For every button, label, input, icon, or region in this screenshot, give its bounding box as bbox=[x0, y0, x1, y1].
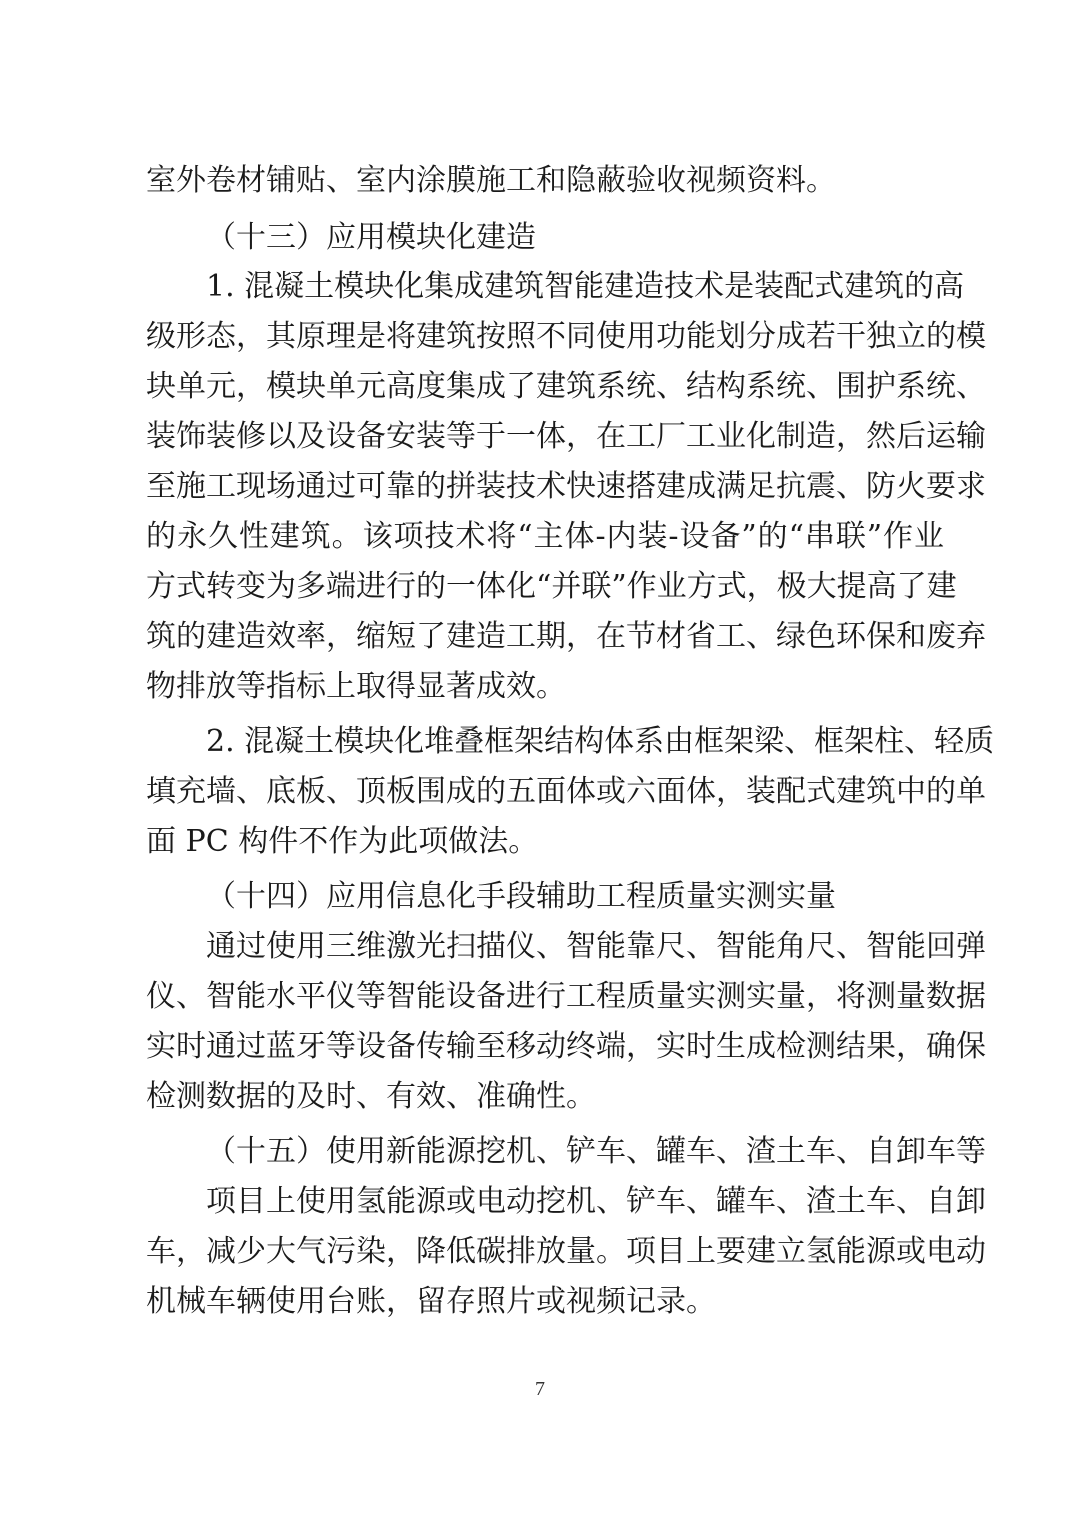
text-line: 1. 混凝土模块化集成建筑智能建造技术是装配式建筑的高 bbox=[206, 269, 965, 304]
text-line: 检测数据的及时、有效、准确性。 bbox=[146, 1079, 596, 1114]
text-line: 机械车辆使用台账，留存照片或视频记录。 bbox=[146, 1284, 716, 1319]
text-line: 填充墙、底板、顶板围成的五面体或六面体，装配式建筑中的单 bbox=[146, 774, 986, 809]
text-line: 块单元，模块单元高度集成了建筑系统、结构系统、围护系统、 bbox=[146, 369, 986, 404]
text-line: 面 PC 构件不作为此项做法。 bbox=[146, 824, 539, 859]
text-line: 项目上使用氢能源或电动挖机、铲车、罐车、渣土车、自卸 bbox=[206, 1184, 986, 1219]
text-line: 装饰装修以及设备安装等于一体，在工厂工业化制造，然后运输 bbox=[146, 419, 986, 454]
text-line: 2. 混凝土模块化堆叠框架结构体系由框架梁、框架柱、轻质 bbox=[206, 724, 995, 759]
text-line: 室外卷材铺贴、室内涂膜施工和隐蔽验收视频资料。 bbox=[146, 163, 836, 198]
text-line: 级形态，其原理是将建筑按照不同使用功能划分成若干独立的模 bbox=[146, 319, 986, 354]
text-line: 通过使用三维激光扫描仪、智能靠尺、智能角尺、智能回弹 bbox=[206, 929, 986, 964]
text-line: 方式转变为多端进行的一体化“并联”作业方式，极大提高了建 bbox=[146, 569, 957, 604]
section-heading-14: （十四）应用信息化手段辅助工程质量实测实量 bbox=[206, 879, 836, 914]
text-line: 物排放等指标上取得显著成效。 bbox=[146, 669, 566, 704]
section-heading-13: （十三）应用模块化建造 bbox=[206, 220, 536, 255]
text-line: 仪、智能水平仪等智能设备进行工程质量实测实量，将测量数据 bbox=[146, 979, 986, 1014]
text-line: 筑的建造效率，缩短了建造工期，在节材省工、绿色环保和废弃 bbox=[146, 619, 986, 654]
page-number: 7 bbox=[535, 1378, 545, 1400]
text-line: 实时通过蓝牙等设备传输至移动终端，实时生成检测结果，确保 bbox=[146, 1029, 986, 1064]
text-line: 至施工现场通过可靠的拼装技术快速搭建成满足抗震、防火要求 bbox=[146, 469, 986, 504]
text-line: 车，减少大气污染，降低碳排放量。项目上要建立氢能源或电动 bbox=[146, 1234, 986, 1269]
text-line: 的永久性建筑。该项技术将“主体-内装-设备”的“串联”作业 bbox=[146, 519, 944, 554]
section-heading-15: （十五）使用新能源挖机、铲车、罐车、渣土车、自卸车等 bbox=[206, 1134, 986, 1169]
